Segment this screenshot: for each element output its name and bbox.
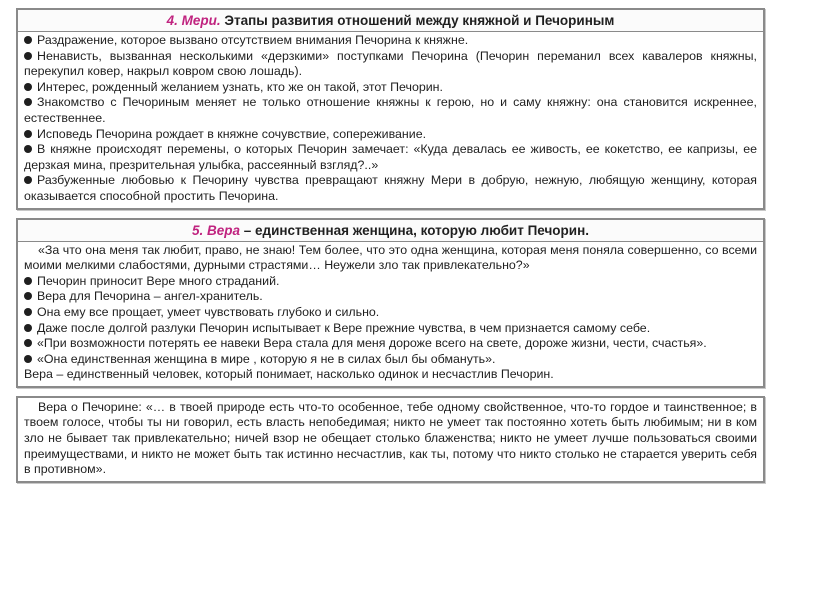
list-item xyxy=(24,352,757,368)
list-item xyxy=(24,80,757,96)
bullet-icon xyxy=(24,339,32,347)
vera-quote: «За что она меня так любит, право, не знаю! Тем более, что это одна женщина, которая меня поняла совершенно, со всеми моими мелкими слабостями, дурными страстями… Неужели зло так привлекательно?» xyxy=(24,242,757,273)
bullet-icon xyxy=(24,145,32,153)
bullet-icon xyxy=(24,130,32,138)
list-item-text: Интерес, рожденный желанием узнать, кто же он такой, этот Печорин. xyxy=(37,79,443,94)
list-item xyxy=(24,127,757,143)
vera-heading xyxy=(18,220,763,242)
vera-about-pechorin-text: Вера о Печорине: «… в твоей природе есть что-то особенное, тебе одному свойственное, что-то гордое и таинственное; в твоем голосе, чтобы ты ни говорил, есть власть непобедимая; никто не умеет так постоянно хотеть быть любимым; ни в ком зло не бывает так привлекательно; ничей взор не обещает столько блаженства; никто не умеет лучше пользоваться своими преимуществами, и никто не может быть так истинно несчастлив, как ты, потому что никто столько не старается уверить себя в противном». xyxy=(24,399,757,477)
list-item xyxy=(24,274,757,290)
bullet-icon xyxy=(24,292,32,300)
list-item-text: Она ему все прощает, умеет чувствовать глубоко и сильно. xyxy=(37,304,380,319)
vera-summary: Вера – единственный человек, который понимает, насколько одинок и несчастлив Печорин. xyxy=(24,367,554,382)
list-item xyxy=(24,321,757,337)
bullet-icon xyxy=(24,36,32,44)
list-item xyxy=(24,289,757,305)
list-item-text: «Она единственная женщина в мире , которую я не в силах был бы обмануть». xyxy=(37,351,496,366)
meri-section-title: Этапы развития отношений между княжной и Печориным xyxy=(224,13,615,28)
bullet-icon xyxy=(24,324,32,332)
list-item xyxy=(24,33,757,49)
list-item-text: Ненависть, вызванная несколькими «дерзкими» поступками Печорина (Печорин переманил всех кавалеров княжны, перекупил ковер, накрыл ковром свою лошадь). xyxy=(24,48,757,79)
list-item xyxy=(24,173,757,204)
list-item xyxy=(24,95,757,126)
meri-list xyxy=(18,32,763,208)
vera-section-number: 5. Вера xyxy=(191,222,240,238)
bullet-icon xyxy=(24,98,32,106)
document-page xyxy=(16,8,765,491)
list-item-text: Вера для Печорина – ангел-хранитель. xyxy=(37,289,263,304)
bullet-icon xyxy=(24,355,32,363)
meri-heading xyxy=(18,10,763,32)
bullet-icon xyxy=(24,277,32,285)
list-item-text: Знакомство с Печориным меняет не только отношение княжны к герою, но и саму княжну: она становится искреннее, естественнее. xyxy=(24,95,757,125)
list-item xyxy=(24,49,757,80)
list-item xyxy=(24,336,757,352)
list-item-text: Раздражение, которое вызвано отсутствием внимания Печорина к княжне. xyxy=(37,33,469,47)
vera-about-pechorin xyxy=(18,398,763,481)
bullet-icon xyxy=(24,83,32,91)
meri-section xyxy=(16,8,765,210)
bullet-icon xyxy=(24,308,32,316)
list-item-text: «При возможности потерять ее навеки Вера стала для меня дороже всего на свете, дороже жизни, чести, счастья». xyxy=(37,336,707,351)
list-item xyxy=(24,305,757,321)
vera-section xyxy=(16,218,765,388)
vera-about-pechorin-box xyxy=(16,396,765,483)
meri-section-number: 4. Мери. xyxy=(166,13,221,28)
list-item-text: Даже после долгой разлуки Печорин испытывает к Вере прежние чувства, в чем признается самому себе. xyxy=(37,320,651,335)
list-item-text: Печорин приносит Вере много страданий. xyxy=(37,273,280,288)
bullet-icon xyxy=(24,176,32,184)
list-item-text: В княжне происходят перемены, о которых Печорин замечает: «Куда девалась ее живость, ее кокетство, ее капризы, ее дерзкая мина, презрительная улыбка, рассеянный взгляд?..» xyxy=(24,142,757,172)
list-item-text: Разбуженные любовью к Печорину чувства превращают княжну Мери в добрую, нежную, любящую женщину, которая оказывается способной простить Печорина. xyxy=(24,173,757,203)
vera-section-title: – единственная женщина, которую любит Печорин. xyxy=(240,222,590,238)
vera-list xyxy=(18,242,763,386)
list-item xyxy=(24,142,757,173)
bullet-icon xyxy=(24,52,32,60)
list-item-text: Исповедь Печорина рождает в княжне сочувствие, сопереживание. xyxy=(37,126,427,141)
